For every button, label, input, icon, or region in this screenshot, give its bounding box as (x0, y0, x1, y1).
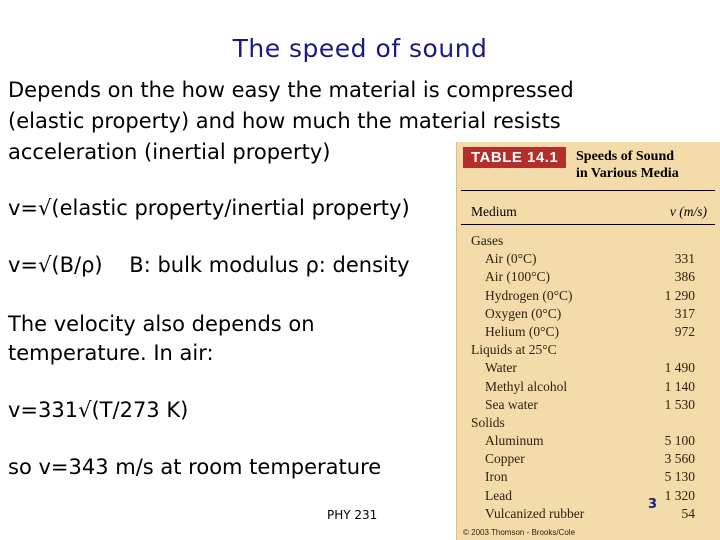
medium-name: Methyl alcohol (485, 378, 568, 394)
table-row (457, 251, 720, 269)
medium-name: Hydrogen (0°C) (485, 287, 573, 303)
speed-value: 5 100 (664, 433, 695, 449)
table-row (457, 324, 720, 342)
course-footer: PHY 231 (327, 508, 378, 522)
group-label: Gases (471, 233, 504, 248)
table-row (457, 288, 720, 306)
table-group-row (457, 233, 720, 251)
speed-of-sound-table (456, 142, 720, 540)
table-row (457, 379, 720, 397)
speed-value: 54 (681, 505, 695, 521)
table-row (457, 306, 720, 324)
medium-name: Air (0°C) (485, 251, 537, 267)
medium-name: Oxygen (0°C) (485, 305, 562, 321)
table-caption (576, 148, 679, 182)
speed-value: 317 (674, 305, 695, 321)
body-text-line-7: temperature. In air: (8, 341, 214, 365)
table-caption-line-1: Speeds of Sound (576, 149, 675, 164)
table-top-rule (461, 190, 715, 191)
table-row (457, 360, 720, 378)
formula-air-temperature: v=331√(T/273 K) (8, 398, 189, 422)
body-text-line-1: Depends on the how easy the material is compressed (8, 78, 574, 102)
table-row (457, 451, 720, 469)
table-caption-line-2: in Various Media (576, 166, 679, 181)
body-text-line-3: acceleration (inertial property) (8, 140, 331, 164)
medium-name: Water (485, 360, 517, 376)
medium-name: Air (100°C) (485, 269, 551, 285)
copyright-notice: © 2003 Thomson - Brooks/Cole (463, 528, 576, 537)
column-header-medium: Medium (471, 204, 517, 219)
medium-name: Lead (485, 487, 512, 503)
speed-value: 1 290 (664, 287, 695, 303)
speed-value: 386 (674, 269, 695, 285)
speed-value: 331 (674, 251, 695, 267)
formula-bulk-modulus: v=√(B/ρ) B: bulk modulus ρ: density (8, 253, 410, 277)
slide-number: 3 (648, 497, 658, 512)
speed-value: 3 560 (664, 451, 695, 467)
speed-value: 1 140 (664, 378, 695, 394)
speed-value: 1 490 (664, 360, 695, 376)
medium-name: Iron (485, 469, 508, 485)
table-row (457, 488, 720, 506)
medium-name: Vulcanized rubber (485, 505, 585, 521)
table-row (457, 433, 720, 451)
table-tag: TABLE 14.1 (463, 147, 566, 168)
table-group-row (457, 415, 720, 433)
table-row (457, 506, 720, 524)
table-body (457, 233, 720, 524)
table-header (457, 142, 720, 190)
group-label: Liquids at 25°C (471, 342, 557, 358)
formula-general: v=√(elastic property/inertial property) (8, 196, 410, 220)
speed-value: 1 530 (664, 396, 695, 412)
speed-value: 5 130 (664, 469, 695, 485)
column-header-velocity: v (m/s) (669, 204, 707, 219)
page-title: The speed of sound (232, 34, 488, 63)
table-row (457, 469, 720, 487)
group-label: Solids (471, 414, 505, 430)
body-text-line-9: so v=343 m/s at room temperature (8, 455, 382, 479)
medium-name: Copper (485, 451, 525, 467)
table-row (457, 269, 720, 287)
speed-value: 1 320 (664, 487, 695, 503)
body-text-line-2: (elastic property) and how much the material resists (8, 109, 561, 133)
medium-name: Helium (0°C) (485, 323, 560, 339)
body-text-line-6: The velocity also depends on (8, 312, 315, 336)
table-header-rule (461, 224, 715, 225)
medium-name: Sea water (485, 396, 538, 412)
speed-value: 972 (674, 323, 695, 339)
table-group-row (457, 342, 720, 360)
medium-name: Aluminum (485, 433, 544, 449)
table-row (457, 397, 720, 415)
